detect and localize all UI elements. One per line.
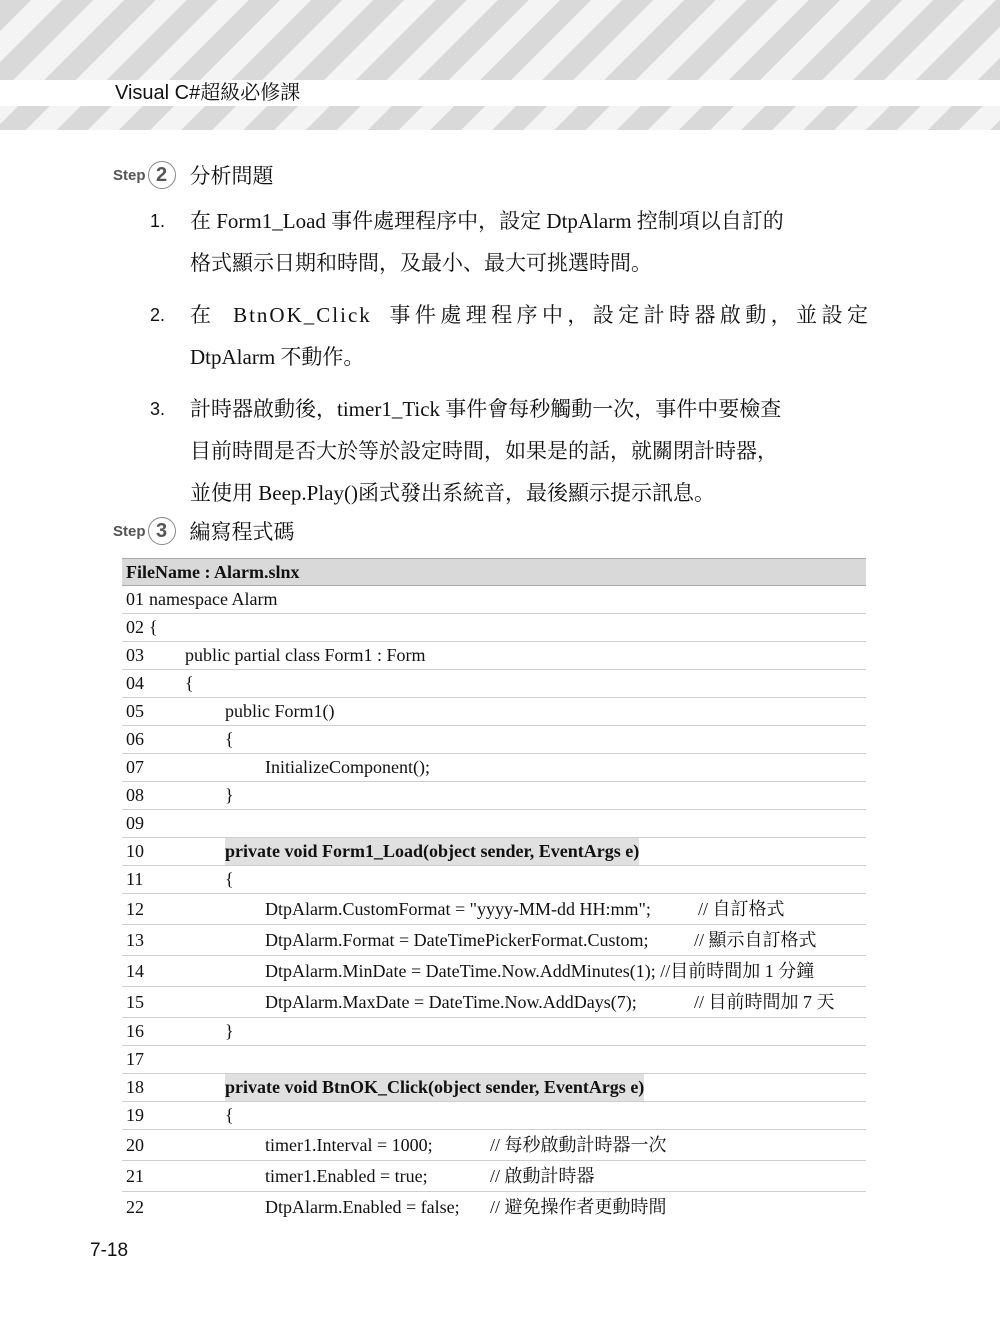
book-title: Visual C#超級必修課 [115,82,301,104]
line-number: 17 [126,1049,144,1069]
code-text: DtpAlarm.MaxDate = DateTime.Now.AddDays(7); [265,992,637,1012]
code-text: } [225,785,234,805]
code-text: { [225,1105,234,1125]
code-line [122,782,866,810]
code-line [122,670,866,698]
code-line [122,614,866,642]
analysis-list [150,200,870,515]
code-listing [122,558,866,1222]
code-line [122,1161,866,1192]
line-number: 20 [126,1135,144,1155]
list-item-line: 在 BtnOK_Click 事件處理程序中，設定計時器啟動，並設定 [190,303,870,327]
code-line [122,642,866,670]
code-line [122,1130,866,1161]
line-number: 15 [126,992,144,1012]
code-text: DtpAlarm.Format = DateTimePickerFormat.Custom; [265,930,649,950]
list-item-number: 1. [150,211,166,231]
list-item-line: 目前時間是否大於等於設定時間，如果是的話，就關閉計時器， [190,439,778,463]
line-number: 03 [126,645,144,665]
code-text: { [225,729,234,749]
code-line [122,698,866,726]
code-text: public Form1() [225,701,335,721]
step-number-badge: 2 [148,161,176,189]
list-item-number: 3. [150,399,166,419]
code-text: } [225,1021,234,1041]
step-number-badge: 3 [148,517,176,545]
code-text: DtpAlarm.MinDate = DateTime.Now.AddMinutes(1); //目前時間加 1 分鐘 [265,961,815,981]
code-comment: // 啟動計時器 [490,1166,595,1186]
code-line [122,1102,866,1130]
line-number: 19 [126,1105,144,1125]
header-stripes [0,0,1000,130]
code-text: timer1.Enabled = true; [265,1166,428,1186]
code-line [122,586,866,614]
code-text: { [185,673,194,693]
code-filename: FileName : Alarm.slnx [122,558,866,586]
line-number: 01 [126,589,144,609]
code-line [122,1018,866,1046]
line-number: 08 [126,785,144,805]
list-item-number: 2. [150,305,166,325]
code-line [122,866,866,894]
step-3-heading [113,514,295,548]
list-item-line: 並使用 Beep.Play()函式發出系統音，最後顯示提示訊息。 [190,481,715,505]
step-title: 編寫程式碼 [189,520,295,544]
code-comment: // 目前時間加 7 天 [694,992,835,1012]
line-number: 22 [126,1197,144,1217]
code-line [122,956,866,987]
line-number: 21 [126,1166,144,1186]
code-text: InitializeComponent(); [265,757,430,777]
list-item [150,294,870,378]
code-text: { [225,869,234,889]
line-number: 10 [126,841,144,861]
code-text: DtpAlarm.CustomFormat = "yyyy-MM-dd HH:mm"; [265,899,651,919]
list-item-line: DtpAlarm 不動作。 [190,345,365,369]
code-text: DtpAlarm.Enabled = false; [265,1197,460,1217]
line-number: 11 [126,869,144,889]
line-number: 13 [126,930,144,950]
list-item [150,388,870,514]
line-number: 06 [126,729,144,749]
code-line [122,1192,866,1222]
code-text: { [149,617,158,637]
line-number: 04 [126,673,144,693]
line-number: 12 [126,899,144,919]
line-number: 02 [126,617,144,637]
line-number: 07 [126,757,144,777]
code-text: public partial class Form1 : Form [185,645,426,665]
code-comment: // 避免操作者更動時間 [490,1197,667,1217]
code-text-highlighted: private void BtnOK_Click(object sender, EventArgs e) [225,1074,644,1101]
code-text: namespace Alarm [149,589,278,609]
page-number: 7-18 [90,1240,129,1261]
line-number: 09 [126,813,144,833]
code-line [122,754,866,782]
code-line [122,810,866,838]
line-number: 05 [126,701,144,721]
code-line [122,894,866,925]
code-text-highlighted: private void Form1_Load(object sender, EventArgs e) [225,838,639,865]
code-line [122,1074,866,1102]
list-item-line: 計時器啟動後，timer1_Tick 事件會每秒觸動一次，事件中要檢查 [190,397,782,421]
list-item [150,200,870,284]
code-line [122,838,866,866]
code-line [122,987,866,1018]
line-number: 16 [126,1021,144,1041]
step-title: 分析問題 [189,164,274,188]
list-item-line: 在 Form1_Load 事件處理程序中，設定 DtpAlarm 控制項以自訂的 [190,209,784,233]
code-line [122,1046,866,1074]
code-comment: // 顯示自訂格式 [694,930,817,950]
line-number: 18 [126,1077,144,1097]
list-item-line: 格式顯示日期和時間，及最小、最大可挑選時間。 [190,251,652,275]
step-label: Step [113,166,146,184]
line-number: 14 [126,961,144,981]
step-2-heading [113,158,274,192]
code-line [122,726,866,754]
code-line [122,925,866,956]
code-comment: // 自訂格式 [698,899,785,919]
code-comment: // 每秒啟動計時器一次 [490,1135,667,1155]
code-text: timer1.Interval = 1000; [265,1135,433,1155]
step-label: Step [113,522,146,540]
